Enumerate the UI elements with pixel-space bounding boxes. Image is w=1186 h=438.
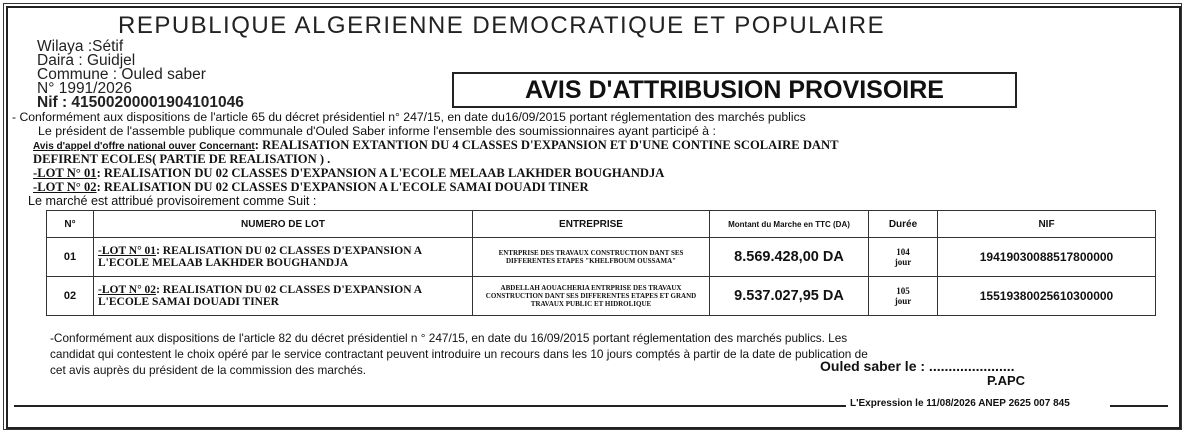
attribution-table <box>46 210 1156 316</box>
republic-heading: REPUBLIQUE ALGERIENNE DEMOCRATIQUE ET POPULAIRE <box>118 12 886 39</box>
numero-line: N° 1991/2026 <box>37 80 132 97</box>
row-duree-number: 105 <box>896 286 910 296</box>
col-header-entreprise: ENTREPRISE <box>473 211 710 238</box>
wilaya-line: Wilaya :Sétif <box>37 38 124 55</box>
col-header-lot: NUMERO DE LOT <box>94 211 473 238</box>
row-montant: 8.569.428,00 DA <box>710 238 869 277</box>
col-header-duree: Durée <box>869 211 938 238</box>
lot2-text: : REALISATION DU 02 CLASSES D'EXPANSION A L'ECOLE SAMAI DOUADI TINER <box>96 180 589 194</box>
row-duree <box>869 277 938 316</box>
bottom-rule-left <box>14 405 846 407</box>
row-lot <box>94 277 473 316</box>
bottom-rule-right <box>1110 405 1168 407</box>
table-row <box>47 277 1156 316</box>
concernant-label: Concernant <box>199 141 255 152</box>
row-duree-unit: jour <box>894 296 912 306</box>
row-entreprise: ENTRPRISE DES TRAVAUX CONSTRUCTION DANT SES DIFFERENTES ETAPES "KHELFBOUM OUSSAMA" <box>473 238 710 277</box>
signature: P.APC <box>987 373 1026 388</box>
col-header-nif: NIF <box>938 211 1156 238</box>
publication-info: L'Expression le 11/08/2026 ANEP 2625 007 845 <box>850 398 1070 409</box>
notice-title: AVIS D'ATTRIBUSION PROVISOIRE <box>525 76 944 104</box>
row-lot-label: -LOT N° 02 <box>98 284 157 296</box>
attribue-line: Le marché est attribué provisoirement comme Suit : <box>28 194 317 208</box>
col-header-n: N° <box>47 211 94 238</box>
lot2-line <box>33 180 589 195</box>
president-line: Le président de l'assemble publique communale d'Ouled Saber informe l'ensemble des soumissionnaires ayant participé à : <box>38 124 716 138</box>
footer-line-3: cet avis auprès du président de la commission des marchés. <box>50 363 367 377</box>
row-lot-label: -LOT N° 01 <box>98 245 157 257</box>
row-lot-text: : REALISATION DU 02 CLASSES D'EXPANSION A L'ECOLE MELAAB LAKHDER BOUGHANDJA <box>98 245 422 269</box>
lot2-label: -LOT N° 02 <box>33 180 97 194</box>
project-text-b: DEFIRENT ECOLES( PARTIE DE REALISATION ) . <box>33 152 331 166</box>
row-duree <box>869 238 938 277</box>
footer-line-1: -Conformément aux dispositions de l'article 82 du décret présidentiel n ° 247/15, en date du 16/09/2015 portant réglementation des marchés publics. Les <box>50 331 848 345</box>
row-nif: 194190300885178000​00 <box>938 238 1156 277</box>
daira-line: Daira : Guidjel <box>37 52 136 69</box>
row-entreprise: ABDELLAH AOUACHERIA ENTRPRISE DES TRAVAUX CONSTRUCTION DANT SES DIFFERENTES ETAPES ET GRAND TRAVAUX PUBLIC ET HIDROLIQUE <box>473 277 710 316</box>
nif-line: Nif : 415002000019041010​46 <box>37 94 244 111</box>
table-header-row <box>47 211 1156 238</box>
footer-line-2: candidat qui contestent le choix opéré par le service contractant peuvent introduire un recours dans les 10 jours comptés à partir de la date de publication de <box>50 347 868 361</box>
place-date: Ouled saber le : ...................... <box>820 358 1015 374</box>
row-number: 01 <box>47 238 94 277</box>
avis-label: Avis d'appel d'offre national ouver <box>33 141 196 152</box>
row-duree-unit: jour <box>894 257 912 267</box>
commune-line: Commune : Ouled saber <box>37 66 206 83</box>
row-number: 02 <box>47 277 94 316</box>
table-row <box>47 238 1156 277</box>
project-text-a: : REALISATION EXTANTION DU 4 CLASSES D'EXPANSION ET D'UNE CONTINE SCOLAIRE DANT <box>254 138 839 152</box>
row-montant: 9.537.027,95 DA <box>710 277 869 316</box>
title-box <box>452 72 1017 108</box>
lot1-label: -LOT N° 01 <box>33 166 97 180</box>
row-lot-text: : REALISATION DU 02 CLASSES D'EXPANSION A L'ECOLE SAMAI DOUADI TINER <box>98 284 422 308</box>
row-duree-number: 104 <box>896 247 910 257</box>
lot1-text: : REALISATION DU 02 CLASSES D'EXPANSION A L'ECOLE MELAAB LAKHDER BOUGHANDJA <box>96 166 665 180</box>
article-65-line: - Conformément aux dispositions de l'article 65 du décret présidentiel n° 247/15, en date du16/09/2015 portant réglementation des marchés publics <box>12 110 806 124</box>
row-nif: 155193800256103000​00 <box>938 277 1156 316</box>
col-header-montant: Montant du Marche en TTC (DA) <box>710 211 869 238</box>
row-lot <box>94 238 473 277</box>
lot1-line <box>33 166 664 181</box>
